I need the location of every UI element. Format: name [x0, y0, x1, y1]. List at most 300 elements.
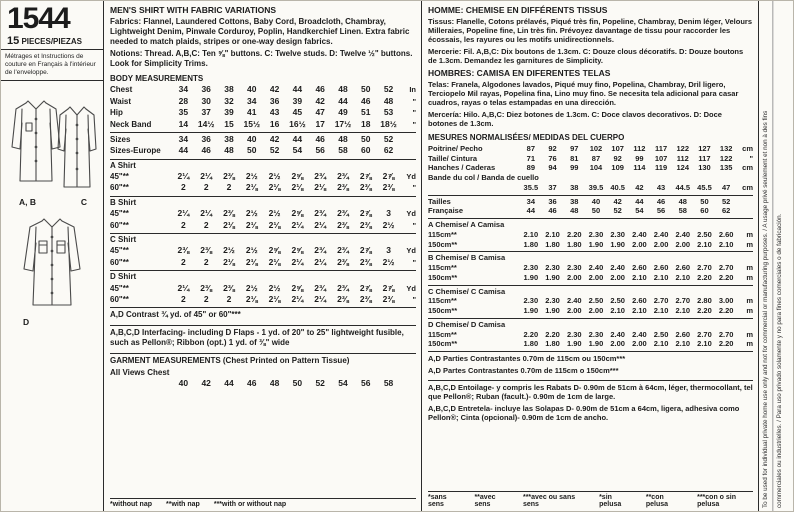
- row-cells: [520, 330, 737, 340]
- table-cell: 2.30: [610, 229, 625, 239]
- table-cell: 16: [269, 118, 280, 129]
- table-row: [110, 107, 416, 118]
- table-cell: 2: [203, 182, 209, 193]
- table-cell: 2½: [245, 282, 258, 293]
- table-cell: 2.00: [675, 239, 691, 249]
- table-cell: 2.10: [632, 272, 647, 282]
- yardage-table: [110, 157, 416, 306]
- table-cell: 44: [224, 378, 234, 389]
- table-cell: 50: [247, 145, 257, 156]
- merceria-text: Hilo. A,B,C: Diez botones de 1.3cm. C: Doce clavos decorativos. D: Doce botones de 1.3cm.: [428, 110, 722, 129]
- table-row: [428, 144, 753, 154]
- row-label: A Chemise/ A Camisa: [428, 220, 505, 230]
- row-unit: ": [412, 183, 416, 193]
- table-cell: 2½: [223, 245, 235, 256]
- table-cell: 87: [591, 153, 601, 163]
- table-cell: 2½: [382, 219, 395, 230]
- spanish-title: HOMBRES: CAMISA EN DIFERENTES TELAS: [428, 68, 611, 79]
- table-section-header: [428, 318, 753, 330]
- row-label: Bande du col / Banda de cuello: [428, 173, 539, 183]
- table-cell: 2.40: [566, 296, 582, 306]
- table-cell: 122: [719, 153, 733, 163]
- tissus-label: Tissus:: [428, 17, 455, 27]
- row-label: D Shirt: [110, 272, 137, 282]
- table-cell: 2⅛: [268, 182, 281, 193]
- table-cell: 94: [548, 163, 557, 173]
- table-cell: 2¾: [314, 171, 327, 182]
- table-cell: 2: [203, 219, 209, 230]
- table-cell: 2: [203, 256, 209, 267]
- table-cell: 2.30: [523, 296, 539, 306]
- table-cell: 2.30: [545, 263, 560, 273]
- telas-text: Franela, Algodones lavados, Piqué muy fino, Popelina, Chambray, Dril ligero, Terciopelo Mil rayas, Popelina fina, Lino muy fino. Se necesita tela adicional para casar cuadros, rayas o telas estampadas en una dirección.: [428, 80, 739, 108]
- table-cell: 52: [383, 133, 394, 144]
- row-label: Hip: [110, 108, 123, 118]
- table-cell: 2: [181, 182, 186, 193]
- table-cell: 58: [678, 206, 687, 216]
- entretela-note: A,B,C,D Entretela- incluye las Solapas D- 0.90m de 51cm a 64cm, ligera, adhesiva como Pellon®; Cinta (opcional)- 0.90m de 1cm de ancho.: [428, 404, 740, 423]
- mercerie-text: Fil. A,B,C: Dix boutons de 1.3cm. C: Douze clous décoratifs. D: Douze boutons de 1.3cm. Demandez les garnitures de Simplicity.: [428, 47, 744, 66]
- table-cell: 43: [269, 107, 280, 118]
- table-cell: 40: [247, 133, 257, 144]
- table-cell: 51: [361, 107, 371, 118]
- table-cell: 2.70: [697, 329, 712, 339]
- table-cell: 17: [315, 118, 325, 129]
- table-cell: 2.20: [697, 272, 712, 282]
- table-cell: 2⅛: [268, 219, 281, 230]
- table-cell: 122: [676, 143, 690, 153]
- table-cell: 2⅜: [337, 182, 349, 193]
- table-cell: 46: [315, 84, 325, 95]
- table-row: [428, 183, 753, 193]
- table-cell: 2¾: [337, 171, 349, 182]
- table-cell: 1.90: [588, 339, 604, 349]
- row-label: Waist: [110, 96, 132, 106]
- row-label: 150cm**: [428, 239, 458, 249]
- table-cell: 2¼: [314, 256, 327, 267]
- table-cell: 2⅞: [382, 282, 395, 293]
- table-cell: 52: [269, 145, 280, 156]
- body-measurements-table: [110, 84, 416, 156]
- table-cell: 2¾: [337, 245, 349, 256]
- table-cell: 119: [655, 163, 668, 173]
- table-cell: 2: [226, 293, 232, 304]
- row-cells: [520, 197, 737, 207]
- table-row: [110, 84, 416, 95]
- table-cell: 2.10: [653, 306, 669, 316]
- table-cell: 44: [635, 196, 644, 206]
- row-cells: [172, 119, 400, 130]
- table-cell: 46: [656, 196, 666, 206]
- table-cell: 16½: [289, 118, 306, 129]
- table-cell: 2.10: [653, 272, 669, 282]
- table-cell: 39: [292, 95, 303, 106]
- table-row: [110, 245, 416, 256]
- table-cell: 81: [570, 153, 579, 163]
- table-cell: 2⅞: [359, 245, 372, 256]
- table-cell: 132: [719, 143, 733, 153]
- table-row: [428, 240, 753, 250]
- table-cell: 34: [247, 95, 257, 106]
- table-cell: 2.30: [566, 329, 582, 339]
- table-cell: 42: [201, 378, 211, 389]
- metric-body-table: [428, 144, 753, 216]
- table-cell: 2.00: [653, 239, 669, 249]
- telas-label: Telas:: [428, 80, 450, 90]
- table-cell: 2⅝: [291, 208, 304, 219]
- view-label-d: D: [23, 317, 30, 328]
- row-cells: [520, 183, 737, 193]
- table-cell: 2¾: [314, 208, 327, 219]
- row-label: Sizes: [110, 134, 131, 144]
- table-cell: 2⅜: [359, 293, 372, 304]
- row-label: Poitrine/ Pecho: [428, 143, 483, 153]
- shirt-illustration-ab-c: [6, 89, 98, 197]
- table-cell: 2.60: [632, 263, 647, 273]
- french-title: HOMME: CHEMISE EN DIFFÉRENTS TISSUS: [428, 5, 608, 15]
- table-cell: 2¼: [177, 282, 190, 293]
- table-cell: 2¼: [200, 208, 213, 219]
- table-cell: 2.30: [588, 329, 604, 339]
- table-row: [428, 339, 753, 349]
- table-cell: 43: [656, 182, 666, 192]
- table-cell: 2.00: [588, 272, 604, 282]
- row-label: 150cm**: [428, 306, 458, 316]
- table-cell: 2.20: [718, 306, 734, 316]
- row-label: 45"**: [110, 209, 129, 219]
- table-row: [110, 182, 416, 193]
- table-cell: 56: [656, 206, 666, 216]
- table-cell: 2.70: [718, 263, 734, 273]
- table-cell: 2.20: [718, 339, 734, 349]
- table-cell: 48: [338, 84, 348, 95]
- pieces-count-number: 15: [7, 35, 20, 47]
- table-cell: 44: [292, 84, 303, 95]
- table-cell: 18: [361, 118, 371, 129]
- row-cells: [520, 163, 737, 173]
- table-cell: 87: [526, 143, 536, 153]
- table-cell: 56: [315, 145, 325, 156]
- table-cell: 112: [676, 153, 689, 163]
- table-cell: 92: [613, 153, 622, 163]
- table-row: [110, 378, 416, 389]
- table-row: [110, 294, 416, 305]
- interfacing-note: A,B,C,D Interfacing- including D Flaps - 1 yd. of 20" to 25" lightweight fusible, such as Pellon®; Ribbon (opt.) 1 yd. of ⅜" wide: [110, 325, 416, 348]
- table-cell: 2⅜: [223, 171, 235, 182]
- table-cell: 2.40: [632, 229, 647, 239]
- row-unit: m: [746, 229, 753, 239]
- table-cell: 35.5: [523, 182, 539, 192]
- row-cells: [172, 171, 400, 182]
- table-cell: 44: [292, 133, 303, 144]
- table-cell: 2¼: [177, 171, 190, 182]
- row-cells: [520, 273, 737, 283]
- table-cell: 71: [526, 153, 536, 163]
- row-unit: m: [746, 239, 753, 249]
- english-footnotes: [110, 498, 416, 508]
- row-label: Chest: [110, 85, 133, 95]
- table-section-header: [110, 196, 416, 208]
- table-row: [110, 145, 416, 156]
- row-label: A Shirt: [110, 160, 136, 170]
- row-cells: [520, 263, 737, 273]
- notions-paragraph: [110, 49, 416, 69]
- row-label: 115cm**: [428, 329, 457, 339]
- table-cell: 52: [383, 84, 394, 95]
- table-cell: 2.10: [675, 339, 691, 349]
- row-cells: [172, 378, 400, 389]
- table-cell: 2⅛: [268, 293, 281, 304]
- table-cell: 2⅛: [245, 293, 258, 304]
- table-cell: 102: [589, 143, 603, 153]
- table-cell: 2¼: [177, 208, 190, 219]
- table-cell: 52: [613, 206, 622, 216]
- row-label: B Chemise/ B Camisa: [428, 253, 506, 263]
- usage-strip-line-1: To be used for individual private home use only and not for commercial or manufacturing purposes. / A usage privé seulement et non à des fins: [762, 110, 769, 508]
- table-cell: 2⅝: [291, 171, 304, 182]
- table-cell: 2½: [268, 282, 281, 293]
- table-cell: 2.60: [632, 296, 647, 306]
- table-cell: 2⅜: [382, 293, 395, 304]
- table-cell: 48: [570, 206, 579, 216]
- table-cell: 44.5: [675, 182, 691, 192]
- table-section-header: [110, 270, 416, 282]
- row-label: B Shirt: [110, 197, 137, 207]
- table-row: [428, 330, 753, 340]
- table-cell: 56: [361, 378, 371, 389]
- row-cells: [172, 208, 400, 219]
- table-cell: 2.10: [675, 306, 691, 316]
- table-cell: 52: [722, 196, 731, 206]
- table-section-header: [428, 218, 753, 230]
- table-cell: 62: [383, 145, 394, 156]
- table-cell: 44: [526, 206, 536, 216]
- table-cell: 40.5: [610, 182, 625, 192]
- footnote-sans-sens: *sans sens: [428, 494, 447, 508]
- table-row: [428, 273, 753, 283]
- table-cell: 54: [292, 145, 303, 156]
- table-cell: 2.60: [675, 329, 691, 339]
- table-row: [110, 220, 416, 231]
- row-unit: Yd: [406, 209, 416, 219]
- table-cell: 2⅜: [359, 256, 372, 267]
- table-cell: 2⅜: [200, 245, 213, 256]
- row-label: 115cm**: [428, 263, 457, 273]
- table-row: [428, 154, 753, 164]
- row-label: 115cm**: [428, 296, 457, 306]
- table-cell: 2⅞: [382, 171, 395, 182]
- metric-footnotes: [428, 491, 753, 508]
- row-cells: [520, 230, 737, 240]
- table-cell: 60: [700, 206, 709, 216]
- row-unit: ": [749, 153, 753, 163]
- metric-yardage-table: [428, 216, 753, 349]
- table-cell: 114: [633, 163, 646, 173]
- table-row: [428, 173, 753, 183]
- row-label: Française: [428, 206, 464, 216]
- row-label: 60"**: [110, 257, 129, 267]
- row-label: 45"**: [110, 172, 129, 182]
- row-cells: [172, 182, 400, 193]
- table-cell: 36: [201, 84, 211, 95]
- table-cell: 45: [292, 107, 303, 118]
- view-label-c: C: [80, 197, 87, 208]
- table-cell: 2½: [382, 256, 395, 267]
- table-cell: 45.5: [697, 182, 712, 192]
- table-cell: 39.5: [588, 182, 604, 192]
- table-row: [428, 263, 753, 273]
- row-cells: [172, 145, 400, 156]
- table-cell: 2⅛: [223, 219, 235, 230]
- row-cells: [520, 296, 737, 306]
- table-cell: 36: [201, 133, 211, 144]
- table-cell: 2½: [245, 245, 258, 256]
- table-cell: 2¼: [291, 293, 304, 304]
- table-cell: 2.60: [653, 263, 669, 273]
- table-cell: 112: [633, 143, 646, 153]
- table-cell: 127: [698, 143, 711, 153]
- table-cell: 47: [315, 107, 325, 118]
- table-cell: 107: [611, 143, 624, 153]
- table-cell: 2.10: [697, 239, 712, 249]
- merceria-label: Mercería:: [428, 110, 462, 120]
- table-cell: 2.10: [523, 229, 539, 239]
- row-unit: m: [746, 306, 753, 316]
- table-cell: 2¾: [314, 282, 327, 293]
- table-cell: 48: [338, 133, 348, 144]
- table-cell: 1.90: [545, 272, 560, 282]
- table-cell: 2.60: [675, 263, 691, 273]
- table-cell: 2: [181, 293, 186, 304]
- merceria-paragraph: [428, 110, 753, 128]
- table-cell: 2⅜: [223, 208, 235, 219]
- contrast-note-fr: A,D Parties Contrastantes 0.70m de 115cm ou 150cm***: [428, 351, 753, 363]
- table-cell: 38: [570, 182, 579, 192]
- table-cell: 2.10: [545, 229, 560, 239]
- table-cell: 38: [224, 84, 234, 95]
- telas-paragraph: [428, 80, 753, 107]
- table-cell: 117: [655, 143, 668, 153]
- row-label: 115cm**: [428, 229, 457, 239]
- table-cell: 2.40: [632, 329, 647, 339]
- row-cells: [172, 283, 400, 294]
- row-unit: m: [746, 329, 753, 339]
- table-cell: 1.90: [610, 239, 625, 249]
- footnote-avec-ou-sans-sens: ***avec ou sans sens: [522, 494, 576, 508]
- table-cell: 37: [548, 182, 557, 192]
- row-unit: m: [746, 263, 753, 273]
- table-cell: 2⅛: [314, 182, 327, 193]
- row-label: Sizes-Europe: [110, 146, 161, 156]
- table-cell: 2.40: [610, 263, 625, 273]
- table-cell: 2.10: [697, 339, 712, 349]
- row-label: 45"**: [110, 283, 129, 293]
- table-cell: 3: [386, 245, 391, 256]
- row-cells: [520, 206, 737, 216]
- table-cell: 99: [570, 163, 579, 173]
- shirt-illustration-d: [16, 213, 88, 317]
- mercerie-paragraph: [428, 47, 753, 65]
- row-cells: [172, 84, 400, 95]
- table-cell: 36: [269, 95, 280, 106]
- shirt-illustrations: [1, 81, 103, 511]
- table-cell: 48: [269, 378, 280, 389]
- table-cell: 3: [386, 208, 391, 219]
- view-label-ab: A, B: [19, 197, 36, 208]
- table-cell: 48: [383, 95, 394, 106]
- table-cell: 39: [224, 107, 234, 118]
- table-cell: 1.80: [545, 239, 560, 249]
- table-cell: 47: [722, 182, 731, 192]
- table-cell: 2.70: [653, 296, 669, 306]
- row-label: Taille/ Cintura: [428, 153, 478, 163]
- table-cell: 38: [224, 133, 234, 144]
- pieces-count: [7, 35, 99, 47]
- table-cell: 46: [315, 133, 325, 144]
- row-unit: Yd: [406, 246, 416, 256]
- row-unit: m: [746, 339, 753, 349]
- table-cell: 58: [338, 145, 348, 156]
- table-cell: 2.10: [653, 339, 669, 349]
- table-cell: 1.90: [545, 306, 560, 316]
- table-cell: 76: [548, 153, 557, 163]
- table-cell: 2⅜: [337, 219, 349, 230]
- table-cell: 42: [315, 95, 325, 106]
- table-cell: 62: [722, 206, 731, 216]
- table-cell: 15: [224, 118, 234, 129]
- row-label: 60"**: [110, 294, 129, 304]
- row-label: C Chemise/ C Camisa: [428, 286, 506, 296]
- table-cell: 2⅜: [337, 293, 349, 304]
- table-cell: 2.10: [675, 272, 691, 282]
- table-cell: 14½: [197, 118, 215, 129]
- table-cell: 50: [700, 196, 709, 206]
- table-cell: 34: [178, 84, 189, 95]
- table-cell: 2.00: [632, 339, 647, 349]
- table-cell: 42: [613, 196, 622, 206]
- row-label: Hanches / Caderas: [428, 163, 496, 173]
- footnote-con-o-sin-pelusa: ***con o sin pelusa: [697, 494, 737, 508]
- table-row: [428, 206, 753, 216]
- table-cell: 2.70: [697, 263, 712, 273]
- row-unit: ": [412, 257, 416, 267]
- table-cell: 44: [338, 95, 348, 106]
- table-cell: 49: [338, 107, 348, 118]
- table-section-header: [110, 159, 416, 171]
- table-cell: 42: [269, 133, 280, 144]
- table-row: [110, 119, 416, 130]
- row-unit: ": [412, 108, 416, 118]
- table-cell: 2⅜: [337, 256, 349, 267]
- table-cell: 2¼: [314, 293, 327, 304]
- table-cell: 2.30: [545, 296, 560, 306]
- table-cell: 2.00: [566, 272, 582, 282]
- english-column: [104, 1, 422, 511]
- table-cell: 2.30: [566, 263, 582, 273]
- table-cell: 28: [178, 95, 189, 106]
- row-cells: [172, 257, 400, 268]
- table-cell: 50: [361, 133, 371, 144]
- row-unit: Yd: [406, 172, 416, 182]
- row-unit: ": [412, 119, 416, 129]
- row-cells: [520, 144, 737, 154]
- garment-measurements-sub: All Views Chest: [110, 368, 170, 377]
- table-cell: 1.90: [588, 239, 604, 249]
- table-cell: 2: [203, 293, 209, 304]
- row-label: C Shirt: [110, 235, 137, 245]
- table-cell: 1.80: [545, 339, 560, 349]
- contrast-note: A,D Contrast ¾ yd. of 45" or 60"***: [110, 307, 416, 320]
